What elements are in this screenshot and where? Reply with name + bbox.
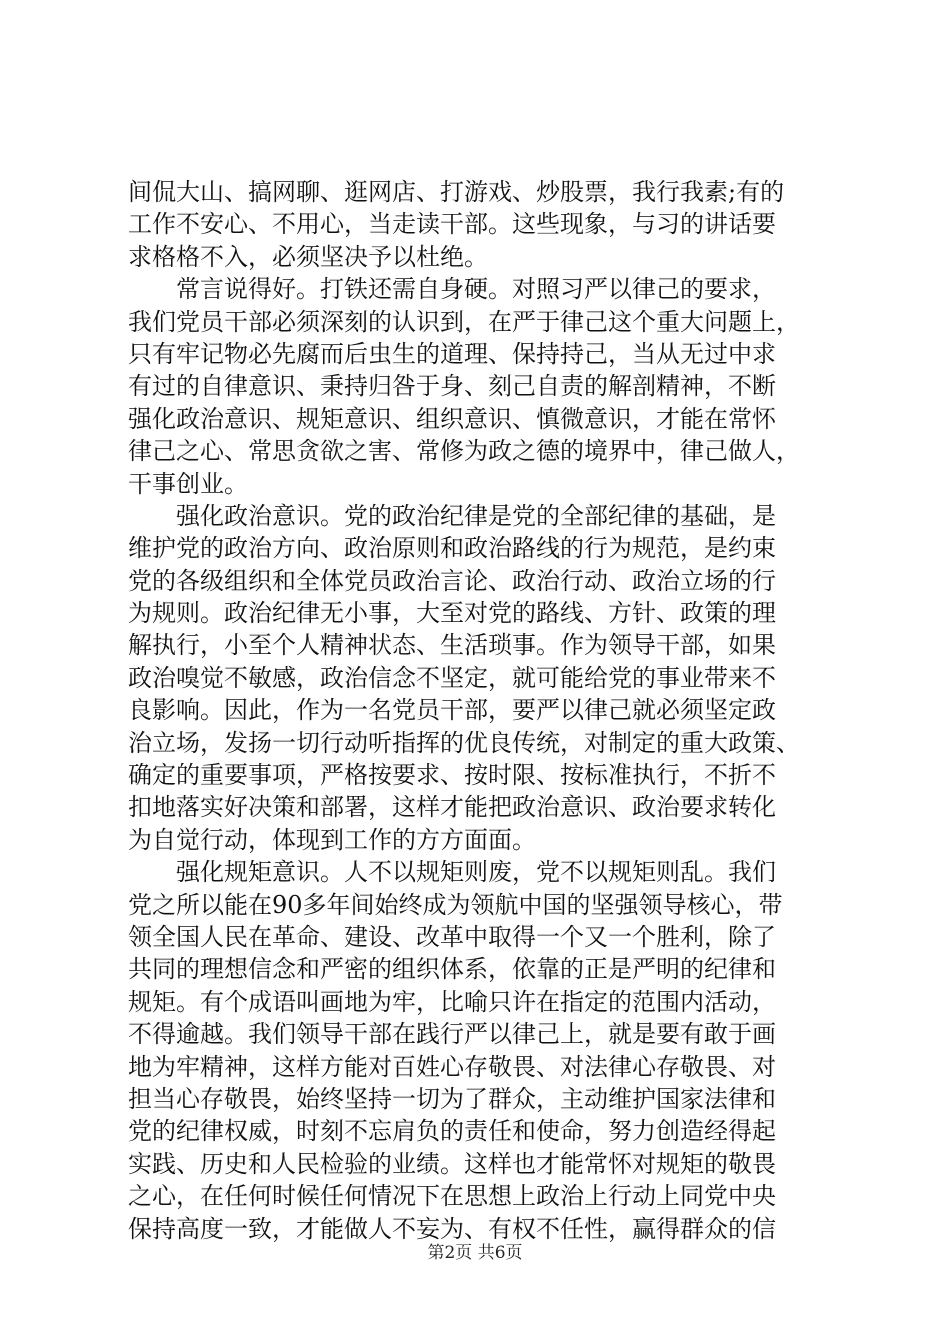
text-line: 维护党的政治方向、政治原则和政治路线的行为规范，是约束 [128,534,776,563]
text-line: 共同的理想信念和严密的组织体系，依靠的正是严明的纪律和 [128,955,776,984]
text-line: 间侃大山、搞网聊、逛网店、打游戏、炒股票，我行我素;有的 [128,178,785,206]
text-line: 实践、历史和人民检验的业绩。这样也才能常怀对规矩的敬畏 [128,1149,776,1178]
text-line: 规矩。有个成语叫画地为牢，比喻只许在指定的范围内活动， [128,987,776,1016]
text-line: 律己之心、常思贪欲之害、常修为政之德的境界中，律己做人， [128,437,800,466]
text-line: 党之所以能在90多年间始终成为领航中国的坚强领导核心，带 [128,890,783,919]
text-line: 强化规矩意识。人不以规矩则废，党不以规矩则乱。我们 [128,858,776,887]
text-line: 党的各级组织和全体党员政治言论、政治行动、政治立场的行 [128,566,776,595]
text-line: 解执行，小至个人精神状态、生活琐事。作为领导干部，如果 [128,631,776,660]
text-line: 只有牢记物必先腐而后虫生的道理、保持持己，当从无过中求 [128,339,776,368]
text-line: 工作不安心、不用心，当走读干部。这些现象，与习的讲话要 [128,210,776,239]
text-line: 治立场，发扬一切行动听指挥的优良传统，对制定的重大政策、 [128,728,800,757]
text-line: 领全国人民在革命、建设、改革中取得一个又一个胜利，除了 [128,922,776,951]
text-line: 地为牢精神，这样方能对百姓心存敬畏、对法律心存敬畏、对 [128,1052,776,1081]
text-line: 党的纪律权威，时刻不忘肩负的责任和使命，努力创造经得起 [128,1117,776,1146]
text-line: 我们党员干部必须深刻的认识到，在严于律己这个重大问题上， [128,307,800,336]
text-line: 求格格不入，必须坚决予以杜绝。 [128,242,488,271]
document-body [128,176,828,1245]
text-line: 担当心存敬畏，始终坚持一切为了群众，主动维护国家法律和 [128,1084,776,1113]
text-line: 有过的自律意识、秉持归咎于身、刻己自责的解剖精神，不断 [128,372,776,401]
text-line: 强化政治意识。党的政治纪律是党的全部纪律的基础，是 [128,501,776,530]
page-footer: 第2页 共6页 [427,1243,523,1263]
text-line: 良影响。因此，作为一名党员干部，要严以律己就必须坚定政 [128,696,776,725]
text-line: 常言说得好。打铁还需自身硬。对照习严以律己的要求， [128,275,776,304]
text-line: 干事创业。 [128,469,248,498]
text-line: 不得逾越。我们领导干部在践行严以律己上，就是要有敢于画 [128,1020,776,1049]
text-line: 为规则。政治纪律无小事，大至对党的路线、方针、政策的理 [128,599,776,628]
text-line: 政治嗅觉不敏感，政治信念不坚定，就可能给党的事业带来不 [128,663,776,692]
text-line: 扣地落实好决策和部署，这样才能把政治意识、政治要求转化 [128,793,776,822]
text-line: 之心，在任何时候任何情况下在思想上政治上行动上同党中央 [128,1182,776,1211]
text-line: 强化政治意识、规矩意识、组织意识、慎微意识，才能在常怀 [128,404,776,433]
text-line: 保持高度一致，才能做人不妄为、有权不任性，赢得群众的信 [128,1214,776,1243]
text-line: 确定的重要事项，严格按要求、按时限、按标准执行，不折不 [128,761,776,790]
text-line: 为自觉行动，体现到工作的方方面面。 [128,825,536,854]
